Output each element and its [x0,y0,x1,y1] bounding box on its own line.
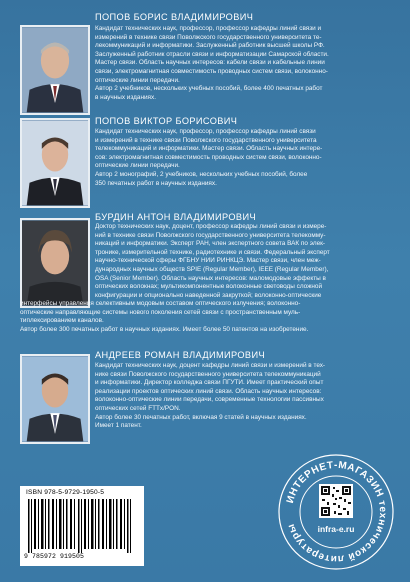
isbn-label: ISBN 978-5-9729-1950-5 [26,489,105,496]
author-bio-continued: интерфейсы управления селективным модовым составом оптического излучения; волоконно- оптические направляющие системы нового поколения сетей связи с пространственным муль- типлексированием каналов. Автор более 300 печатных работ в научных изданиях. Имеет более 50 патентов на изобретение. [20,300,309,333]
seal-site-text: infra-e.ru [317,524,355,534]
author-photo [20,118,90,208]
author-bio: Кандидат технических наук, профессор, профессор кафедры линий связи и измерений в технике связи Поволжского государственного университета те- лекоммуникаций и информатики. Заслуженный работник высшей школы РФ. Заслуженный работник отрасли связи и информатизации Самарской области. Мастер связи. Область научных интересов: кабели связи и кабельные линии связи, электромагнитная совместимость проводных систем связи, волоконно- оптические линии передачи. Автор 2 учебников, нескольких учебных пособий, более 400 печатных работ в научных изданиях. [95,25,329,101]
author-bio: Доктор технических наук, доцент, профессор кафедры линий связи и измере- ний в технике связи Поволжского государственного университета телекомму- никаций и информатики. Эксперт РАН, член экспертного совета ВАК по элек- тронике, измерительной технике, радиотехнике и связи. Федеральный эксперт научно-технической сферы ФГБНУ НИИ РИНКЦЭ. Мастер связи, член меж- дународных научных обществ SPIE (Regular Member), IEEE (Regular Member), OSA (Senior Member). Область научных интересов: маломодовые эффекты в оптических волокнах; мультикомпонентные волоконные световоды сложной конфигурации и опционально наведенной закруткой; волоконно-оптические [95,223,330,299]
author-photo [20,25,90,115]
portrait-image [22,220,88,306]
author-name: АНДРЕЕВ РОМАН ВЛАДИМИРОВИЧ [95,350,265,360]
barcode-digits: 9 785972 919505 [24,553,85,560]
author-photo [20,354,90,444]
portrait-image [22,356,88,442]
qr-code-icon [319,484,353,518]
author-bio: Кандидат технических наук, профессор, профессор кафедры линий связи и измерений в технике связи Поволжского государственного университета телекоммуникаций и информатики. Мастер связи. Область научных интере- сов: электромагнитная совместимость проводных систем связи, волоконно- оптические линии передачи. Автор 2 монографий, 2 учебников, нескольких учебных пособий, более 350 печатных работ в научных изданиях. [95,128,323,187]
seal-ring-text: ИНТЕРНЕТ-МАГАЗИН технической литературы [284,459,389,565]
author-name: БУРДИН АНТОН ВЛАДИМИРОВИЧ [95,212,256,222]
author-name: ПОПОВ БОРИС ВЛАДИМИРОВИЧ [95,12,254,22]
author-photo [20,218,90,308]
author-name: ПОПОВ ВИКТОР БОРИСОВИЧ [95,116,238,126]
barcode-icon [26,499,138,555]
portrait-image [22,120,88,206]
portrait-image [22,27,88,113]
isbn-barcode-box [20,486,144,566]
author-bio: Кандидат технических наук, доцент кафедры линий связи и измерений в тех- нике связи Поволжского государственного университета телекоммуникаций и информатики. Директор колледжа связи ПГУТИ. Имеет практический опыт реализации проектов оптических линий связи. Область научных интересов: волоконно-оптические линии передачи, современные технологии пассивных оптических сетей FTTx/PON. Автор более 30 печатных работ, включая 9 статей в научных изданиях. Имеет 1 патент. [95,362,326,430]
